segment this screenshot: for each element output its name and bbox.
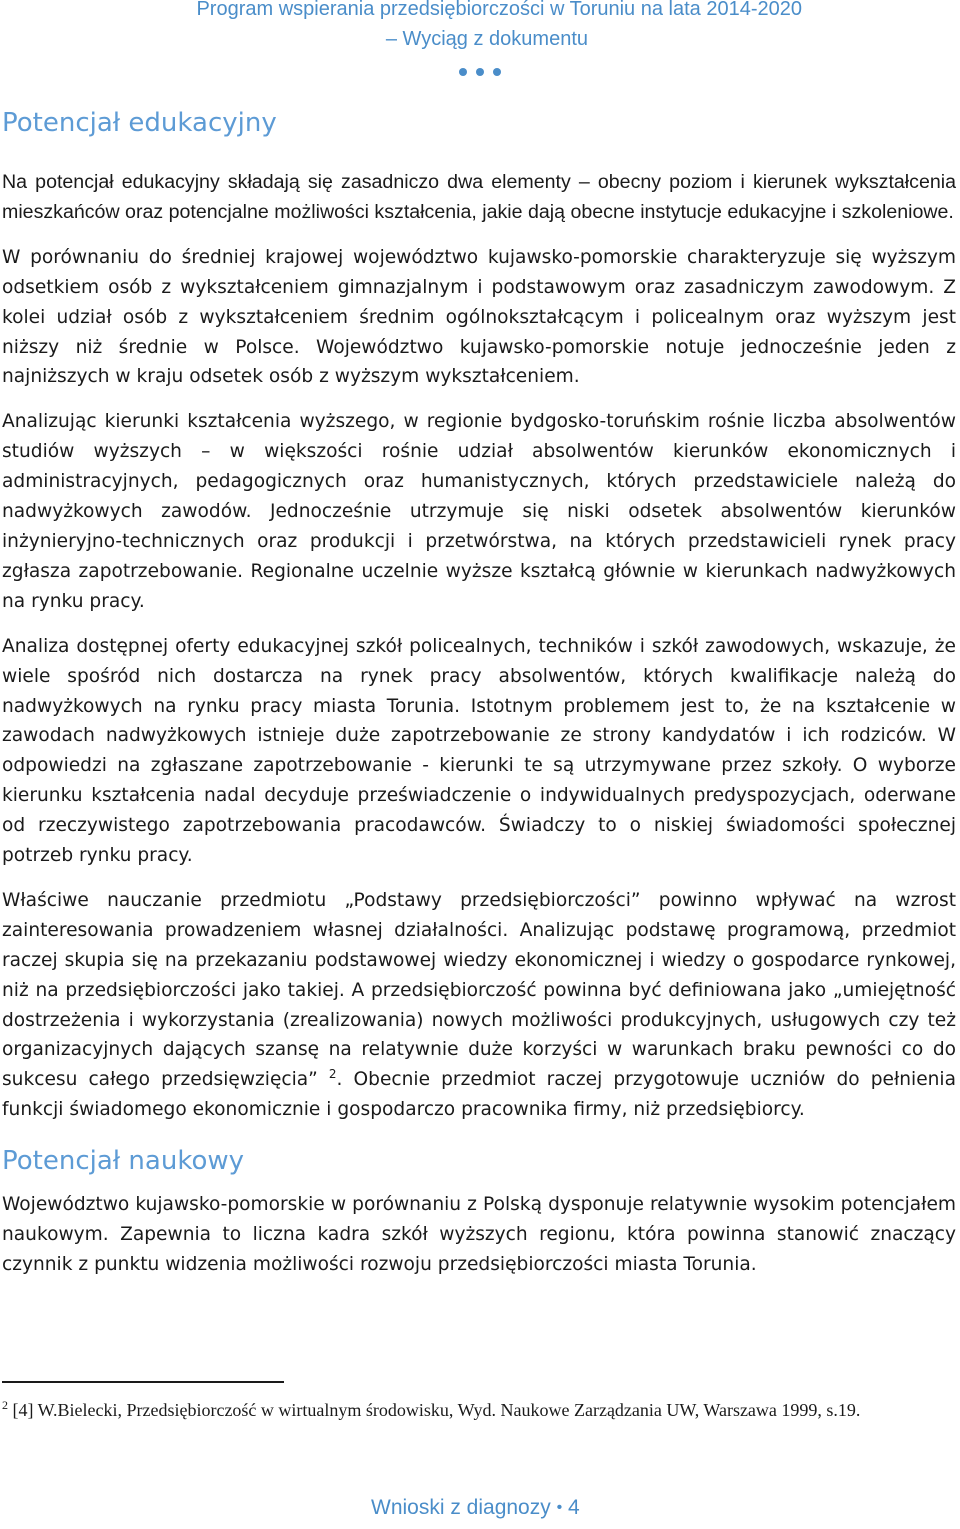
footnote — [2, 1396, 956, 1425]
document-subtitle: – Wyciąg z dokumentu — [385, 28, 588, 50]
section-heading-edukacyjny: Potencjał edukacyjny — [2, 108, 277, 138]
paragraph: Analizując kierunki kształcenia wyższego, w regionie bydgosko-toruńskim rośnie liczba absolwentów studiów wyższych – w większości rośnie udział absolwentów kierunków ekonomicznych i administracyjnych, pedagogicznych oraz humanistycznych, których przedstawiciele należą do nadwyżkowych zawodów. Jednocześnie utrzymuje się niski odsetek absolwentów kierunków inżynieryjno-technicznych oraz produkcji i przetwórstwa, na których przedstawicieli rynek pracy zgłasza zapotrzebowanie. Regionalne uczelnie wyższe kształcą głównie w kierunkach nadwyżkowych na rynku pracy. — [2, 411, 956, 612]
header-dots-ornament — [459, 68, 501, 76]
page-footer — [371, 1496, 580, 1520]
section-heading-naukowy: Potencjał naukowy — [2, 1146, 245, 1177]
footer-bullet: • — [556, 1499, 563, 1516]
paragraph: Na potencjał edukacyjny składają się zasadniczo dwa elementy – obecny poziom i kierunek wykształcenia mieszkańców oraz potencjalne możliwości kształcenia, jakie dają obecne instytucje edukacyjne i szkoleniowe. — [2, 171, 956, 223]
paragraph: Analiza dostępnej oferty edukacyjnej szkół policealnych, techników i szkół zawodowych, wskazuje, że wiele spośród nich dostarcza na rynek pracy absolwentów, których kwalifikacje należą do nadwyżkowych na rynku pracy miasta Torunia. Istotnym problemem jest to, że na kształcenie w zawodach nadwyżkowych istnieje duże zapotrzebowanie ze strony kandydatów i ich rodziców. W odpowiedzi na zgłaszane zapotrzebowanie - kierunki te są utrzymywane przez szkoły. O wyborze kierunku kształcenia nadal decyduje przeświadczenie o indywidualnych predyspozycjach, oderwane od rzeczywistego zapotrzebowania pracodawców. Świadczy to o niskiej świadomości społecznej potrzeb rynku pracy. — [2, 635, 956, 867]
dot-icon — [493, 68, 501, 76]
document-title: Program wspierania przedsiębiorczości w Toruniu na lata 2014-2020 — [196, 0, 802, 20]
dot-icon — [476, 68, 484, 76]
document-body — [2, 102, 956, 1298]
footnote-reference[interactable]: 2 — [328, 1067, 337, 1082]
paragraph-text: . Obecnie przedmiot raczej przygotowuje uczniów do pełnienia funkcji świadomego ekonomicznie i gospodarczo pracownika firmy, niż przedsiębiorcy. — [2, 1069, 956, 1121]
footer-label: Wnioski z diagnozy — [371, 1496, 551, 1519]
paragraph: Województwo kujawsko-pomorskie w porównaniu z Polską dysponuje relatywnie wysokim potencjałem naukowym. Zapewnia to liczna kadra szkół wyższych regionu, która powinna stanowić znaczący czynnik z punktu widzenia możliwości rozwoju przedsiębiorczości miasta Torunia. — [2, 1194, 956, 1275]
footnote-separator — [2, 1381, 284, 1383]
page-header — [0, 0, 960, 90]
paragraph: W porównaniu do średniej krajowej województwo kujawsko-pomorskie charakteryzuje się wyższym odsetkiem osób z wykształceniem gimnazjalnym i podstawowym oraz zasadniczym zawodowym. Z kolei udział osób z wykształceniem średnim ogólnokształcącym i policealnym oraz wyższym jest niższy niż średnie w Polsce. Województwo kujawsko-pomorskie notuje jednocześnie jeden z najniższych w kraju odsetek osób z wyższym wykształceniem. — [2, 246, 956, 388]
footnote-text: [4] W.Bielecki, Przedsiębiorczość w wirtualnym środowisku, Wyd. Naukowe Zarządzania UW, Warszawa 1999, s.19. — [8, 1400, 861, 1420]
dot-icon — [459, 68, 467, 76]
page-number: 4 — [568, 1496, 580, 1519]
paragraph-text: Właściwe nauczanie przedmiotu „Podstawy przedsiębiorczości” powinno wpływać na wzrost zainteresowania prowadzeniem własnej działalności. Analizując podstawę programową, przedmiot raczej skupia się na przekazaniu podstawowej wiedzy ekonomicznej i wiedzy o gospodarce rynkowej, niż na przedsiębiorczości jako takiej. A przedsiębiorczość powinna być definiowana jako „umiejętność dostrzeżenia i wykorzystania (zrealizowania) nowych możliwości produkcyjnych, usługowych czy też organizacyjnych dających szansę na relatywnie duże korzyści w warunkach braku pewności co do sukcesu całego przedsięwzięcia” — [2, 889, 956, 1091]
paragraph-with-footnote — [2, 886, 956, 1125]
footnote-mark: 2 — [2, 1398, 8, 1412]
